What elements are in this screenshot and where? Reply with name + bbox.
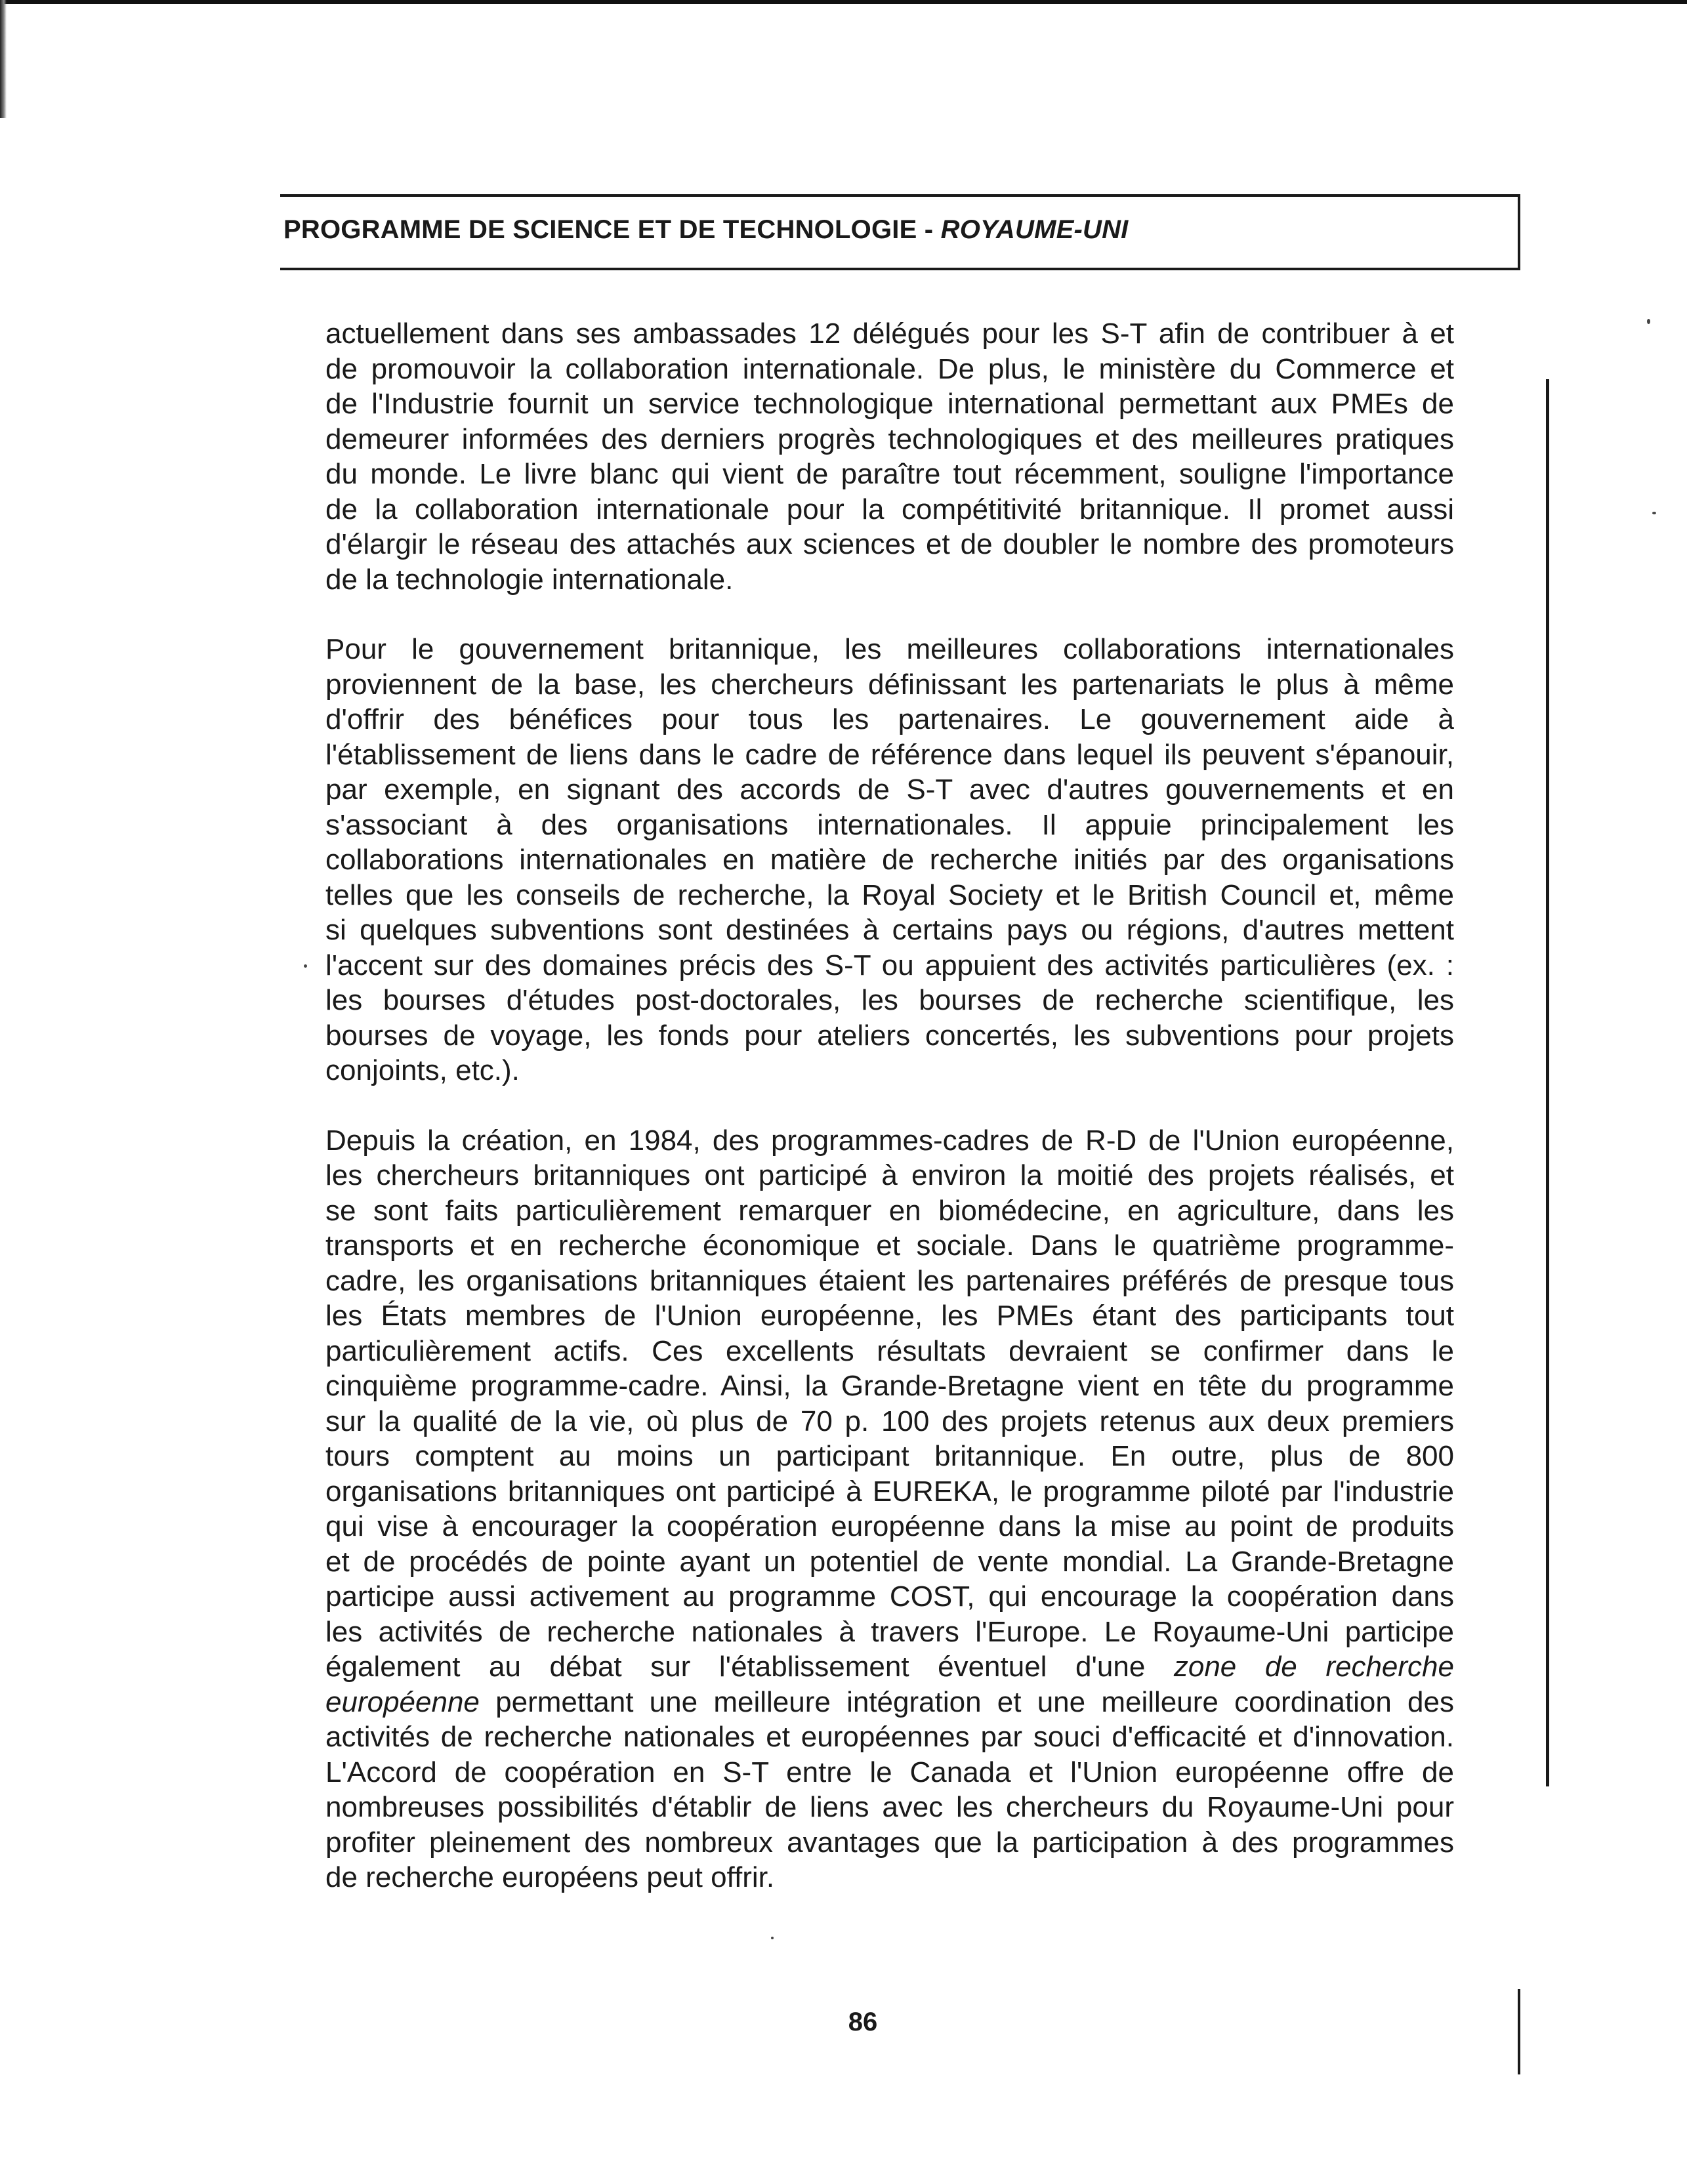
text-line: participe aussi activement au programme COST, qui encourage la coopération dans xyxy=(325,1580,1454,1613)
text-line: bourses de voyage, les fonds pour ateliers concertés, les subventions pour projets xyxy=(325,1019,1454,1052)
text-line: s'associant à des organisations internationales. Il appuie principalement les xyxy=(325,808,1454,841)
scan-left-edge xyxy=(0,0,7,118)
header-rule-top xyxy=(280,194,1520,197)
text-line: de l'Industrie fournit un service technologique international permettant aux PMEs de xyxy=(325,388,1454,420)
italic-term: zone de recherche xyxy=(1173,1651,1454,1683)
text-line: de recherche européens peut offrir. xyxy=(325,1861,775,1893)
text-line xyxy=(325,1685,1454,1720)
text-span: permettant une meilleure intégration et une meilleure coordination des xyxy=(479,1685,1454,1718)
running-header xyxy=(283,215,1129,245)
text-line: les chercheurs britanniques ont participé à environ la moitié des projets réalisés, et xyxy=(325,1159,1454,1191)
paragraph-2 xyxy=(325,632,1454,1088)
scan-speck xyxy=(304,964,307,968)
text-line: transports et en recherche économique et sociale. Dans le quatrième programme- xyxy=(325,1229,1454,1262)
text-line: telles que les conseils de recherche, la Royal Society et le British Council et, même xyxy=(325,878,1454,911)
italic-term: européenne xyxy=(325,1685,480,1718)
text-line: l'établissement de liens dans le cadre de référence dans lequel ils peuvent s'épanouir, xyxy=(325,738,1454,771)
text-line: qui vise à encourager la coopération européenne dans la mise au point de produits xyxy=(325,1510,1454,1542)
header-frame-right xyxy=(1518,194,1520,270)
text-line: activités de recherche nationales et européennes par souci d'efficacité et d'innovation. xyxy=(325,1721,1454,1753)
text-line: nombreuses possibilités d'établir de liens avec les chercheurs du Royaume-Uni pour xyxy=(325,1791,1454,1823)
paragraph-1 xyxy=(325,316,1454,597)
text-line: cadre, les organisations britanniques étaient les partenaires préférés de presque tous xyxy=(325,1264,1454,1297)
text-line: demeurer informées des derniers progrès technologiques et des meilleures pratiques xyxy=(325,422,1454,455)
header-title-country: ROYAUME-UNI xyxy=(940,215,1129,244)
text-line: se sont faits particulièrement remarquer en biomédecine, en agriculture, dans les xyxy=(325,1194,1454,1227)
text-line: les activités de recherche nationales à travers l'Europe. Le Royaume-Uni participe xyxy=(325,1615,1454,1648)
scan-speck xyxy=(1652,512,1656,514)
text-line: organisations britanniques ont participé à EUREKA, le programme piloté par l'industrie xyxy=(325,1475,1454,1508)
text-line: si quelques subventions sont destinées à certains pays ou régions, d'autres mettent xyxy=(325,914,1454,946)
text-line: collaborations internationales en matière de recherche initiés par des organisations xyxy=(325,844,1454,876)
text-line: profiter pleinement des nombreux avantages que la participation à des programmes xyxy=(325,1826,1454,1859)
scan-edge-line xyxy=(0,0,1687,4)
header-rule-bottom xyxy=(280,268,1520,270)
page-number: 86 xyxy=(848,2008,878,2036)
text-line: de la collaboration internationale pour la compétitivité britannique. Il promet aussi xyxy=(325,493,1454,525)
text-line: de la technologie internationale. xyxy=(325,563,734,596)
text-line: particulièrement actifs. Ces excellents résultats devraient se confirmer dans le xyxy=(325,1334,1454,1367)
text-line: et de procédés de pointe ayant un potentiel de vente mondial. La Grande-Bretagne xyxy=(325,1545,1454,1578)
text-line: sur la qualité de la vie, où plus de 70 p. 100 des projets retenus aux deux premiers xyxy=(325,1405,1454,1437)
text-line: du monde. Le livre blanc qui vient de paraître tout récemment, souligne l'importance xyxy=(325,458,1454,490)
text-line: les bourses d'études post-doctorales, les bourses de recherche scientifique, les xyxy=(325,984,1454,1016)
text-line: conjoints, etc.). xyxy=(325,1054,520,1086)
header-title-main: PROGRAMME DE SCIENCE ET DE TECHNOLOGIE - xyxy=(283,215,941,244)
text-line: Pour le gouvernement britannique, les meilleures collaborations internationales xyxy=(325,633,1454,665)
text-line: tours comptent au moins un participant britannique. En outre, plus de 800 xyxy=(325,1440,1454,1472)
text-line: cinquième programme-cadre. Ainsi, la Grande-Bretagne vient en tête du programme xyxy=(325,1370,1454,1402)
text-line: proviennent de la base, les chercheurs définissant les partenariats le plus à même xyxy=(325,668,1454,701)
text-line: Depuis la création, en 1984, des programmes-cadres de R-D de l'Union européenne, xyxy=(325,1124,1454,1157)
body-text xyxy=(325,316,1454,1930)
text-line: d'élargir le réseau des attachés aux sciences et de doubler le nombre des promoteurs xyxy=(325,528,1454,560)
paragraph-3 xyxy=(325,1123,1454,1895)
margin-bar xyxy=(1518,1989,1520,2074)
text-line: de promouvoir la collaboration internationale. De plus, le ministère du Commerce et xyxy=(325,352,1454,385)
scan-speck xyxy=(771,1937,774,1939)
revision-bar xyxy=(1546,379,1549,1786)
text-line: actuellement dans ses ambassades 12 délégués pour les S-T afin de contribuer à et xyxy=(325,318,1454,350)
scan-speck xyxy=(1647,319,1650,324)
text-line: les États membres de l'Union européenne, les PMEs étant des participants tout xyxy=(325,1300,1454,1332)
text-line: L'Accord de coopération en S-T entre le Canada et l'Union européenne offre de xyxy=(325,1756,1454,1788)
text-line: d'offrir des bénéfices pour tous les partenaires. Le gouvernement aide à xyxy=(325,703,1454,735)
text-line xyxy=(325,1649,1454,1685)
text-span: également au débat sur l'établissement éventuel d'une xyxy=(325,1651,1174,1683)
text-line: par exemple, en signant des accords de S-T avec d'autres gouvernements et en xyxy=(325,773,1454,806)
text-line: l'accent sur des domaines précis des S-T ou appuient des activités particulières (ex. : xyxy=(325,949,1454,981)
